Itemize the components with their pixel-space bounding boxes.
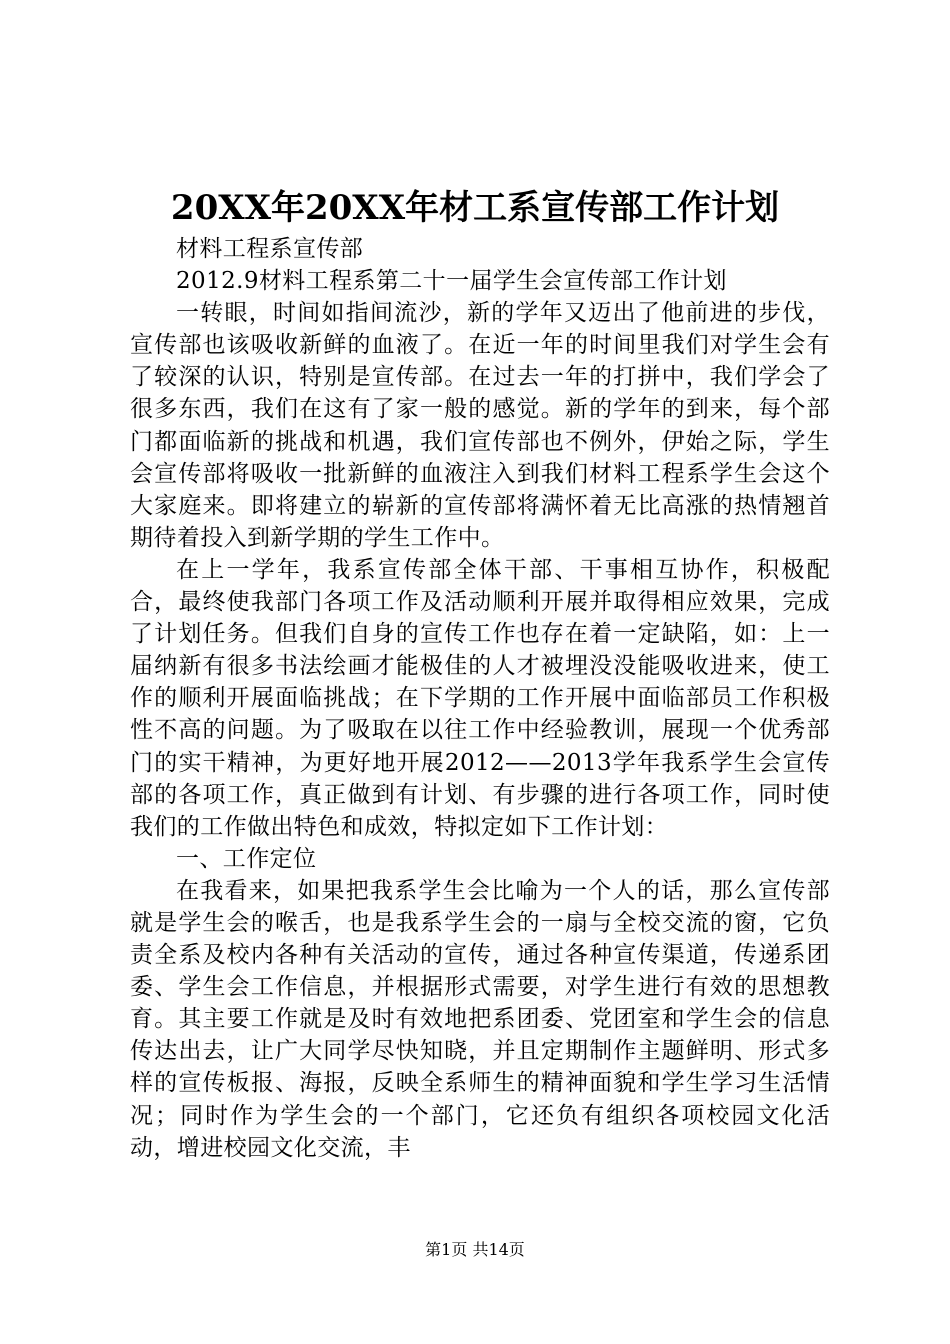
intro-paragraph: 一转眼，时间如指间流沙，新的学年又迈出了他前进的步伐，宣传部也该吸收新鲜的血液了。在近一年的时间里我们对学生会有了较深的认识，特别是宣传部。在过去一年的打拼中，我们学会了很多东西，我们在这有了家一般的感觉。新的学年的到来，每个部门都面临新的挑战和机遇，我们宣传部也不例外，伊始之际，学生会宣传部将吸收一批新鲜的血液注入到我们材料工程系学生会这个大家庭来。即将建立的崭新的宣传部将满怀着无比高涨的热情翘首期待着投入到新学期的学生工作中。 (130, 300, 830, 551)
plan-heading-line: 2012.9材料工程系第二十一届学生会宣传部工作计划 (176, 268, 727, 295)
section-heading-positioning: 一、工作定位 (176, 845, 317, 872)
positioning-paragraph: 在我看来，如果把我系学生会比喻为一个人的话，那么宣传部就是学生会的喉舌，也是我系学生会的一扇与全校交流的窗，它负责全系及校内各种有关活动的宣传，通过各种宣传渠道，传递系团委、学生会工作信息，并根据形式需要，对学生进行有效的思想教育。其主要工作就是及时有效地把系团委、党团室和学生会的信息传达出去，让广大同学尽快知晓，并且定期制作主题鲜明、形式多样的宣传板报、海报，反映全系师生的精神面貌和学生学习生活情况；同时作为学生会的一个部门，它还负有组织各项校园文化活动，增进校园文化交流，丰 (130, 877, 830, 1161)
department-line: 材料工程系宣传部 (176, 236, 364, 262)
page-number-footer: 第1页 共14页 (425, 1240, 525, 1259)
document-body (130, 233, 830, 1164)
document-title: 20XX年20XX年材工系宣传部工作计划 (170, 188, 780, 228)
review-paragraph: 在上一学年，我系宣传部全体干部、干事相互协作，积极配合，最终使我部门各项工作及活动顺利开展并取得相应效果，完成了计划任务。但我们自身的宣传工作也存在着一定缺陷，如：上一届纳新有很多书法绘画才能极佳的人才被埋没没能吸收进来，使工作的顺利开展面临挑战；在下学期的工作开展中面临部员工作积极性不高的问题。为了吸取在以往工作中经验教训，展现一个优秀部门的实干精神，为更好地开展2012——2013学年我系学生会宣传部的各项工作，真正做到有计划、有步骤的进行各项工作，同时使我们的工作做出特色和成效，特拟定如下工作计划： (130, 556, 830, 840)
